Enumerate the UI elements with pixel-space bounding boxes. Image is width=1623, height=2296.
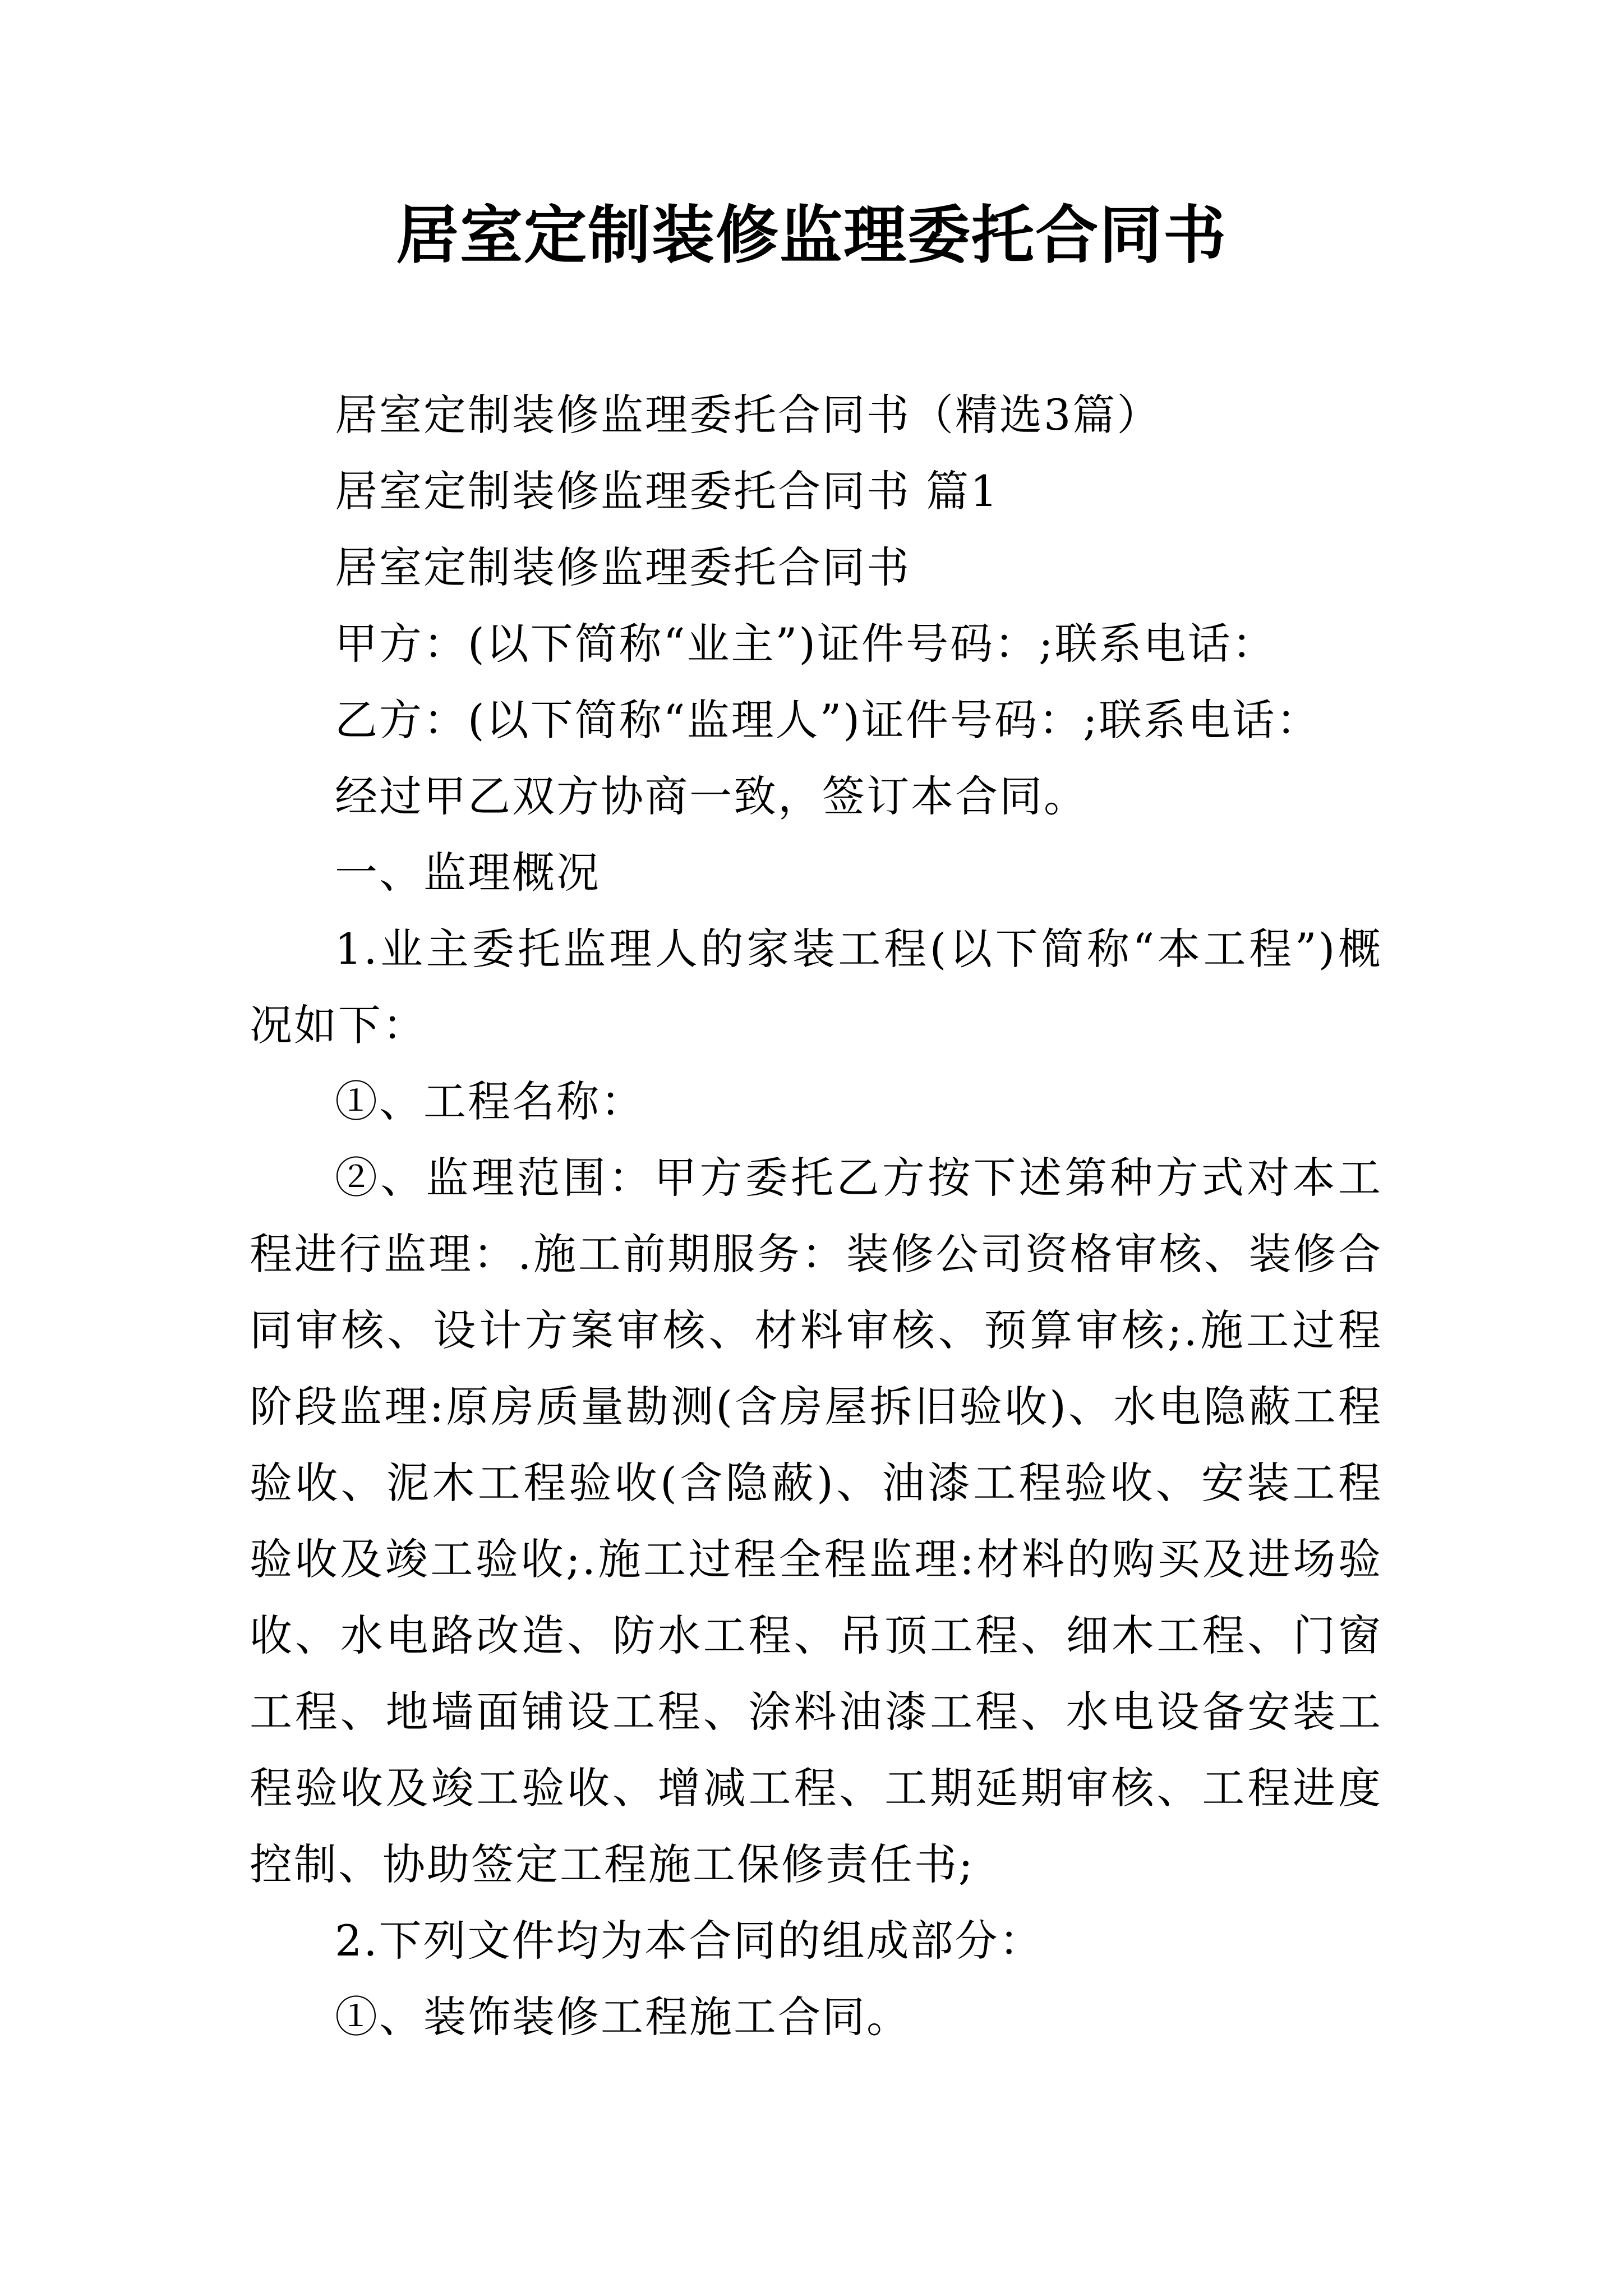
paragraph-clause-2: 2.下列文件均为本合同的组成部分： [335, 1916, 1044, 1966]
paragraph-agreement: 经过甲乙双方协商一致，签订本合同。 [335, 771, 1088, 821]
paragraph-document-list-item: ①、装饰装修工程施工合同。 [335, 1992, 911, 2042]
paragraph-supervision-scope: ②、监理范围：甲方委托乙方按下述第种方式对本工程进行监理：.施工前期服务：装修公司资格审核、装修合同审核、设计方案审核、材料审核、预算审核;.施工过程阶段监理:原房质量勘测(含房屋拆旧验收)、水电隐蔽工程验收、泥木工程验收(含隐蔽)、油漆工程验收、安装工程验收及竣工验收;.施工过程全程监理:材料的购买及进场验收、水电路改造、防水工程、吊顶工程、细木工程、门窗工程、地墙面铺设工程、涂料油漆工程、水电设备安装工程验收及竣工验收、增减工程、工期延期审核、工程进度控制、协助签定工程施工保修责任书; [250, 1153, 1382, 1889]
paragraph-part-heading: 居室定制装修监理委托合同书 篇1 [335, 466, 999, 516]
paragraph-party-b: 乙方：(以下简称“监理人”)证件号码：;联系电话： [335, 695, 1321, 745]
paragraph-contract-title: 居室定制装修监理委托合同书 [335, 542, 911, 592]
paragraph-collection-heading: 居室定制装修监理委托合同书（精选3篇） [335, 390, 1161, 440]
paragraph-party-a: 甲方：(以下简称“业主”)证件号码：;联系电话： [335, 619, 1276, 669]
paragraph-project-name: ①、工程名称： [335, 1076, 645, 1126]
paragraph-clause-1: 1.业主委托监理人的家装工程(以下简称“本工程”)概况如下： [250, 924, 1382, 1050]
document-body [250, 377, 1382, 2055]
document-title: 居室定制装修监理委托合同书 [396, 199, 1227, 272]
paragraph-section-heading: 一、监理概况 [335, 848, 601, 898]
